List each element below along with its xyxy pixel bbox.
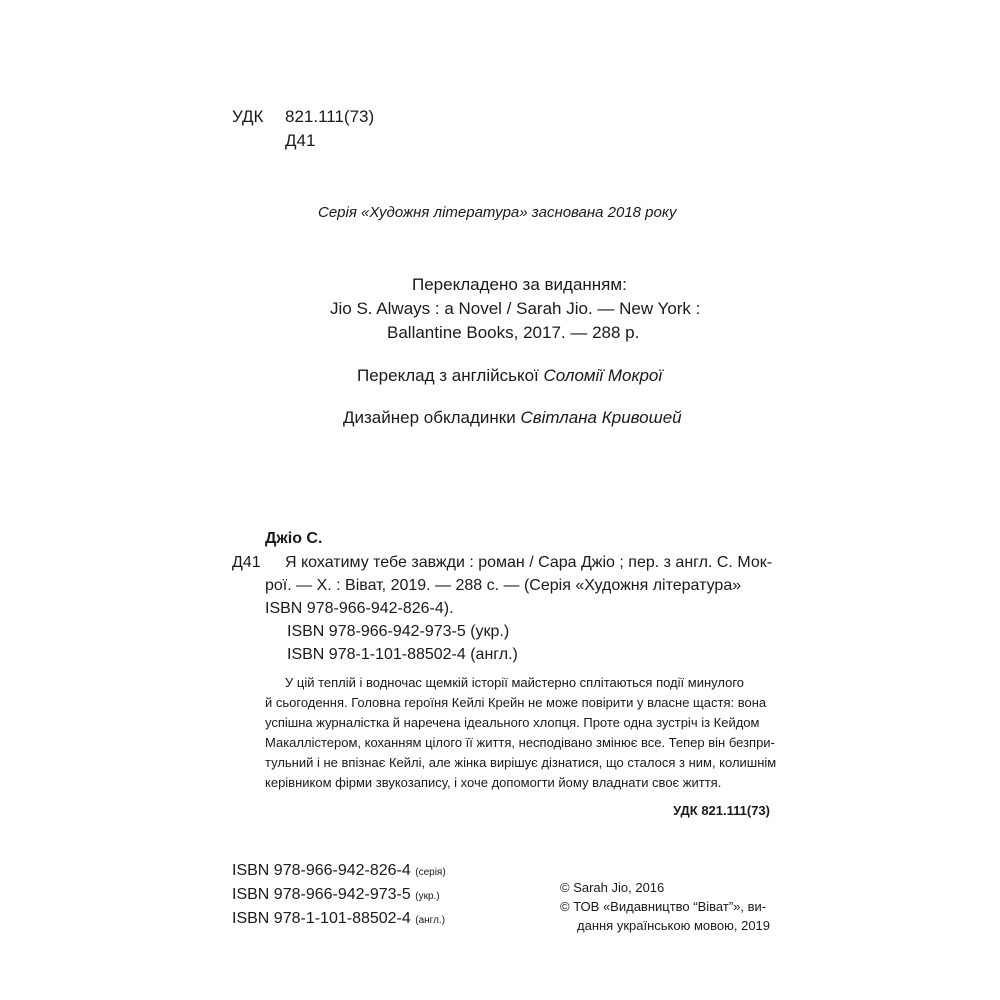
- translator-label: Переклад з англійської: [357, 366, 544, 385]
- footer-isbn-note: (англ.): [415, 915, 446, 926]
- annotation-udk: УДК 821.111(73): [673, 803, 770, 818]
- footer-isbn-ukr: [232, 886, 440, 904]
- footer-isbn-number: ISBN 978-966-942-973-5: [232, 886, 411, 903]
- annotation-line: успішна журналістка й наречена ідеального хлопця. Проте одна зустріч із Кейдом: [265, 715, 760, 730]
- annotation-line: У цій теплій і водночас щемкій історії майстерно сплітаються події минулого: [285, 675, 744, 690]
- footer-isbn-note: (укр.): [415, 891, 440, 902]
- series-name: Художня література: [369, 204, 520, 221]
- copyright-line-2: © ТОВ «Видавництво “Віват”», ви-: [560, 899, 767, 914]
- annotation-line: керівником фірми звукозапису, і хоче допомогти йому владнати своє життя.: [265, 775, 722, 790]
- footer-isbn-number: ISBN 978-1-101-88502-4: [232, 910, 411, 927]
- annotation-line: тульний і не впізнає Кейлі, але жінка вирішує дізнатися, що сталося з ним, колишнім: [265, 755, 777, 770]
- designer-label: Дизайнер обкладинки: [343, 408, 521, 427]
- copyright-line-1: © Sarah Jio, 2016: [560, 880, 665, 895]
- annotation-line: й сьогодення. Головна героїня Кейлі Крейн не може повірити у власне щастя: вона: [265, 695, 767, 710]
- udk-code: 821.111(73): [285, 107, 375, 126]
- udk-label: УДК: [232, 107, 264, 126]
- translator-credit: [357, 366, 662, 386]
- catalog-isbn-ukr: ISBN 978-966-942-973-5 (укр.): [287, 623, 510, 640]
- footer-isbn-eng: [232, 910, 445, 928]
- footer-isbn-series: [232, 862, 446, 880]
- series-prefix: Серія «: [318, 204, 370, 221]
- catalog-cutter: Д41: [232, 554, 261, 571]
- series-suffix: » заснована 2018 року: [519, 204, 677, 221]
- catalog-isbn-eng: ISBN 978-1-101-88502-4 (англ.): [287, 646, 518, 663]
- designer-credit: [343, 408, 682, 428]
- translated-from-line-1: Jio S. Always : a Novel / Sarah Jio. — New York :: [330, 299, 701, 318]
- catalog-line-2: рої. — Х. : Віват, 2019. — 288 с. — (Серія «Художня література»: [265, 577, 742, 594]
- translator-name: Соломії Мокрої: [543, 366, 663, 385]
- series-statement: [318, 204, 676, 221]
- footer-isbn-number: ISBN 978-966-942-826-4: [232, 862, 411, 879]
- translated-from-heading: Перекладено за виданням:: [412, 275, 627, 294]
- translated-from-line-2: Ballantine Books, 2017. — 288 p.: [387, 323, 640, 342]
- annotation-line: Макаллістером, коханням цілого її життя, несподівано змінює все. Тепер він безпри-: [265, 735, 775, 750]
- catalog-line-1: Я кохатиму тебе завжди : роман / Сара Джіо ; пер. з англ. С. Мок-: [285, 554, 773, 571]
- designer-name: Світлана Кривошей: [520, 408, 682, 427]
- copyright-line-3: дання українською мовою, 2019: [577, 918, 771, 933]
- udk-cutter: Д41: [285, 131, 316, 150]
- footer-isbn-note: (серія): [415, 867, 446, 878]
- catalog-line-3: ISBN 978-966-942-826-4).: [265, 600, 454, 617]
- catalog-author: Джіо С.: [265, 530, 323, 547]
